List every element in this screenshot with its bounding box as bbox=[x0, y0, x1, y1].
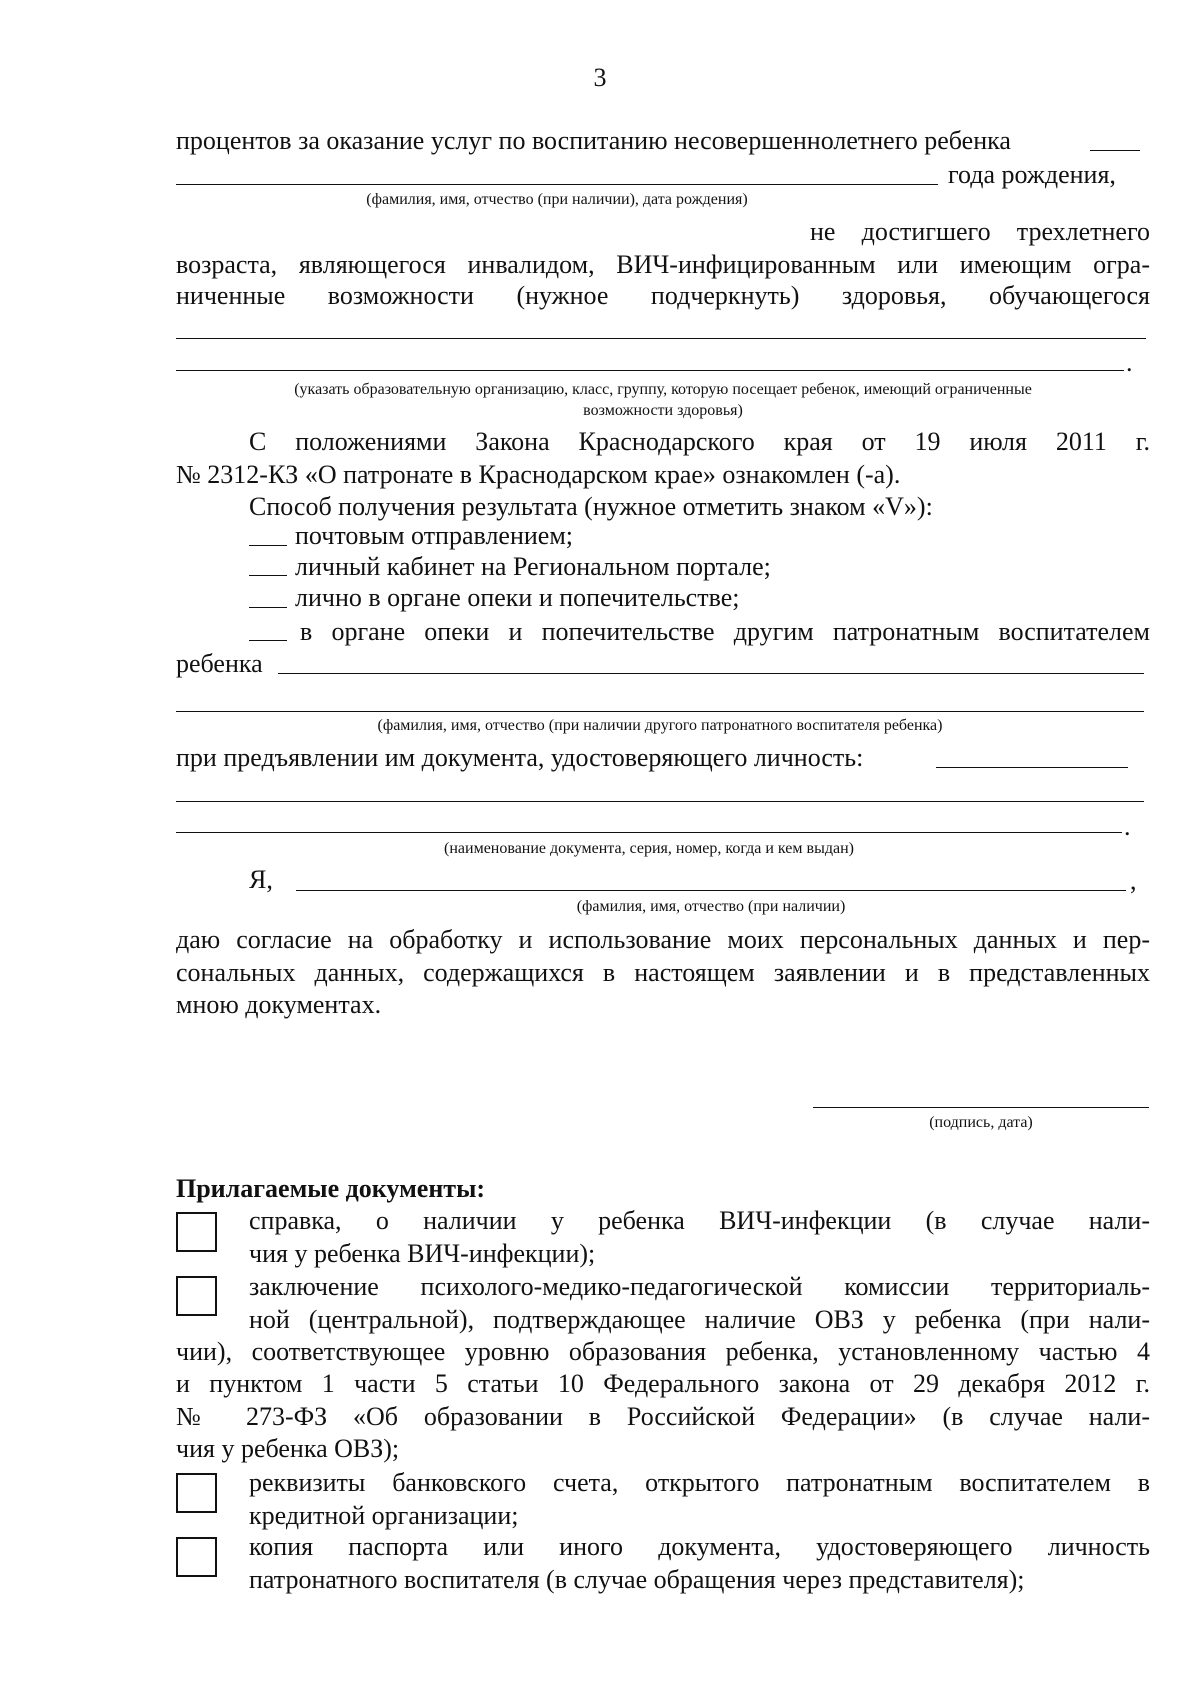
text-line: заключение психолого-медико-педагогической комиссии территориаль- bbox=[249, 1272, 1150, 1301]
caption-document: (наименование документа, серия, номер, когда и кем выдан) bbox=[444, 840, 854, 857]
fill-line-document[interactable] bbox=[176, 801, 1144, 802]
caption-org: (указать образовательную организацию, класс, группу, которую посещает ребенок, имеющий ограниченные bbox=[294, 381, 1032, 398]
fill-line-org bbox=[176, 338, 1146, 339]
caption-my-name: (фамилия, имя, отчество (при наличии) bbox=[576, 898, 846, 915]
period: . bbox=[1124, 812, 1131, 841]
checkbox-line-portal[interactable] bbox=[249, 575, 287, 576]
text-line: ребенка bbox=[176, 649, 263, 678]
text-line: возраста, являющегося инвалидом, ВИЧ-инфицированным или имеющим огра- bbox=[176, 250, 1150, 279]
fill-line-other-guardian[interactable] bbox=[176, 711, 1144, 712]
checkbox-line-in-person[interactable] bbox=[249, 607, 287, 608]
text-line: ной (центральной), подтверждающее наличие ОВЗ у ребенка (при нали- bbox=[249, 1305, 1150, 1334]
text-line: чия у ребенка ОВЗ); bbox=[176, 1434, 400, 1463]
comma: , bbox=[1130, 866, 1137, 895]
attachment-checkbox-pmpk[interactable] bbox=[176, 1276, 217, 1316]
text-line: сональных данных, содержащихся в настоящем заявлении и в представленных bbox=[176, 958, 1150, 987]
text-line: № 2312-КЗ «О патронате в Краснодарском крае» ознакомлен (-а). bbox=[176, 460, 901, 489]
text-line: Способ получения результата (нужное отметить знаком «V»): bbox=[249, 492, 933, 521]
fill-line bbox=[1090, 150, 1140, 151]
text-line: процентов за оказание услуг по воспитанию несовершеннолетнего ребенка bbox=[176, 126, 1011, 155]
text-line: и пунктом 1 части 5 статьи 10 Федерального закона от 29 декабря 2012 г. bbox=[176, 1369, 1150, 1398]
fill-line-other-guardian[interactable] bbox=[278, 673, 1144, 674]
signature-line[interactable] bbox=[813, 1107, 1149, 1108]
option-portal: личный кабинет на Региональном портале; bbox=[295, 552, 771, 581]
option-in-person: лично в органе опеки и попечительстве; bbox=[295, 583, 740, 612]
text-line: мною документах. bbox=[176, 990, 382, 1019]
text-line: чия у ребенка ВИЧ-инфекции); bbox=[249, 1239, 596, 1268]
page-number: 3 bbox=[593, 63, 607, 92]
period: . bbox=[1126, 348, 1133, 377]
text-line: не достигшего трехлетнего bbox=[810, 217, 1150, 246]
checkbox-line-mail[interactable] bbox=[249, 545, 287, 546]
text-line: года рождения, bbox=[948, 160, 1116, 189]
caption-other-guardian: (фамилия, имя, отчество (при наличии другого патронатного воспитателя ребенка) bbox=[377, 717, 943, 734]
option-other-guardian: в органе опеки и попечительстве другим патронатным воспитателем bbox=[300, 617, 1150, 646]
attachment-checkbox-bank-details[interactable] bbox=[176, 1473, 217, 1513]
text-line: при предъявлении им документа, удостоверяющего личность: bbox=[176, 743, 864, 772]
text-line: патронатного воспитателя (в случае обращения через представителя); bbox=[249, 1565, 1025, 1594]
attachment-checkbox-hiv-certificate[interactable] bbox=[176, 1212, 217, 1252]
fill-line-child-name bbox=[176, 184, 938, 185]
checkbox-line-other-guardian[interactable] bbox=[249, 640, 287, 641]
text-line: справка, о наличии у ребенка ВИЧ-инфекции (в случае нали- bbox=[249, 1206, 1150, 1235]
text-line: № 273-ФЗ «Об образовании в Российской Федерации» (в случае нали- bbox=[176, 1402, 1150, 1431]
text-line: чии), соответствующее уровню образования ребенка, установленному частью 4 bbox=[176, 1337, 1150, 1366]
fill-line-org bbox=[176, 370, 1124, 371]
attachment-checkbox-passport-copy[interactable] bbox=[176, 1537, 217, 1577]
fill-line-document[interactable] bbox=[176, 832, 1122, 833]
text-line: кредитной организации; bbox=[249, 1501, 519, 1530]
text-line: С положениями Закона Краснодарского края от 19 июля 2011 г. bbox=[249, 427, 1150, 456]
text-line: Я, bbox=[249, 865, 273, 894]
fill-line-my-name[interactable] bbox=[296, 890, 1126, 891]
attachments-heading: Прилагаемые документы: bbox=[176, 1174, 486, 1203]
option-mail: почтовым отправлением; bbox=[295, 521, 574, 550]
text-line: реквизиты банковского счета, открытого патронатным воспитателем в bbox=[249, 1468, 1150, 1497]
fill-line-document[interactable] bbox=[936, 767, 1128, 768]
text-line: ниченные возможности (нужное подчеркнуть) здоровья, обучающегося bbox=[176, 281, 1150, 310]
caption-org: возможности здоровья) bbox=[583, 402, 743, 419]
text-line: даю согласие на обработку и использование моих персональных данных и пер- bbox=[176, 925, 1150, 954]
caption-child: (фамилия, имя, отчество (при наличии), дата рождения) bbox=[366, 191, 748, 208]
caption-signature: (подпись, дата) bbox=[929, 1114, 1033, 1131]
text-line: копия паспорта или иного документа, удостоверяющего личность bbox=[249, 1532, 1150, 1561]
